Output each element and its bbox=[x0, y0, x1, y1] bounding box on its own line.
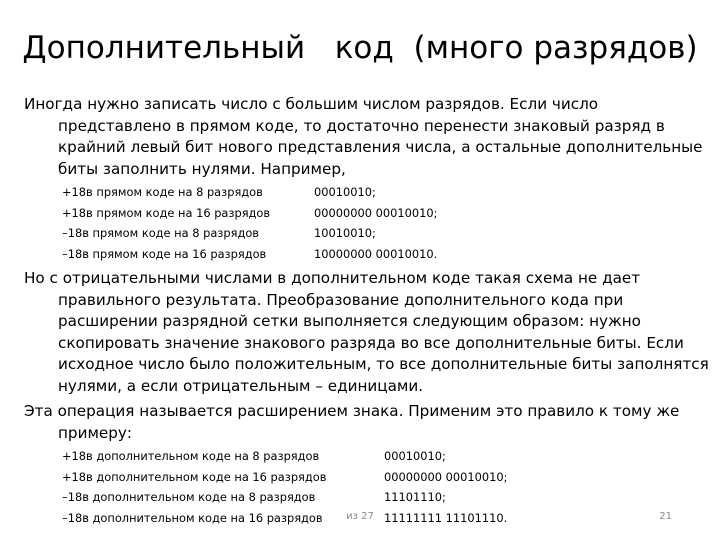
slide-title: Дополнительный код (много разрядов) bbox=[22, 30, 698, 66]
slide-count: из 27 bbox=[346, 511, 374, 522]
example-value: 00000000 00010010; bbox=[384, 469, 508, 484]
paragraph-direct-code: Иногда нужно записать число с большим числом разрядов. Если число представлено в прямом коде, то достаточно перенести знаковый разряд в крайний левый бит нового представления числа, а остальные дополнительные биты заполнить нулями. Например, bbox=[24, 95, 703, 178]
example-row bbox=[24, 244, 712, 265]
example-value: 00010010; bbox=[384, 449, 446, 463]
example-label: –18в дополнительном коде на 8 разрядов bbox=[62, 490, 316, 504]
example-row bbox=[24, 487, 712, 508]
example-label: +18в прямом коде на 8 разрядов bbox=[62, 185, 263, 199]
example-value: 11101110; bbox=[384, 490, 446, 504]
paragraph-twos-complement: Но с отрицательными числами в дополнительном коде такая схема не дает правильного результата. Преобразование дополнительного кода при расширении разрядной сетки выполняется следующим образом: нужно скопировать значение знакового разряда во все дополнительные биты. Если исходное число было положительным, то все дополнительные биты заполнятся нулями, а если отрицательным – единицами. bbox=[24, 269, 709, 395]
example-row bbox=[24, 467, 712, 488]
example-label: +18в дополнительном коде на 8 разрядов bbox=[62, 449, 320, 463]
example-row bbox=[24, 223, 712, 244]
example-label: +18в прямом коде на 16 разрядов bbox=[62, 205, 271, 220]
slide-body bbox=[24, 94, 712, 532]
example-label: –18в дополнительном коде на 16 разрядов bbox=[62, 510, 323, 525]
example-label: –18в прямом коде на 8 разрядов bbox=[62, 226, 260, 240]
example-label: +18в дополнительном коде на 16 разрядов bbox=[62, 469, 327, 484]
example-value: 00010010; bbox=[314, 185, 376, 199]
example-row bbox=[24, 182, 712, 203]
example-value: 10000000 00010010. bbox=[314, 246, 438, 261]
examples-direct-code bbox=[24, 182, 712, 264]
example-label: –18в прямом коде на 16 разрядов bbox=[62, 246, 267, 261]
example-value: 00000000 00010010; bbox=[314, 205, 438, 220]
example-row bbox=[24, 203, 712, 224]
example-value: 10010010; bbox=[314, 226, 376, 240]
example-value: 11111111 11101110. bbox=[384, 510, 508, 525]
example-row bbox=[24, 446, 712, 467]
paragraph-sign-extension: Эта операция называется расширением знака. Применим это правило к тому же примеру: bbox=[24, 402, 680, 442]
page-number: 21 bbox=[659, 511, 672, 522]
